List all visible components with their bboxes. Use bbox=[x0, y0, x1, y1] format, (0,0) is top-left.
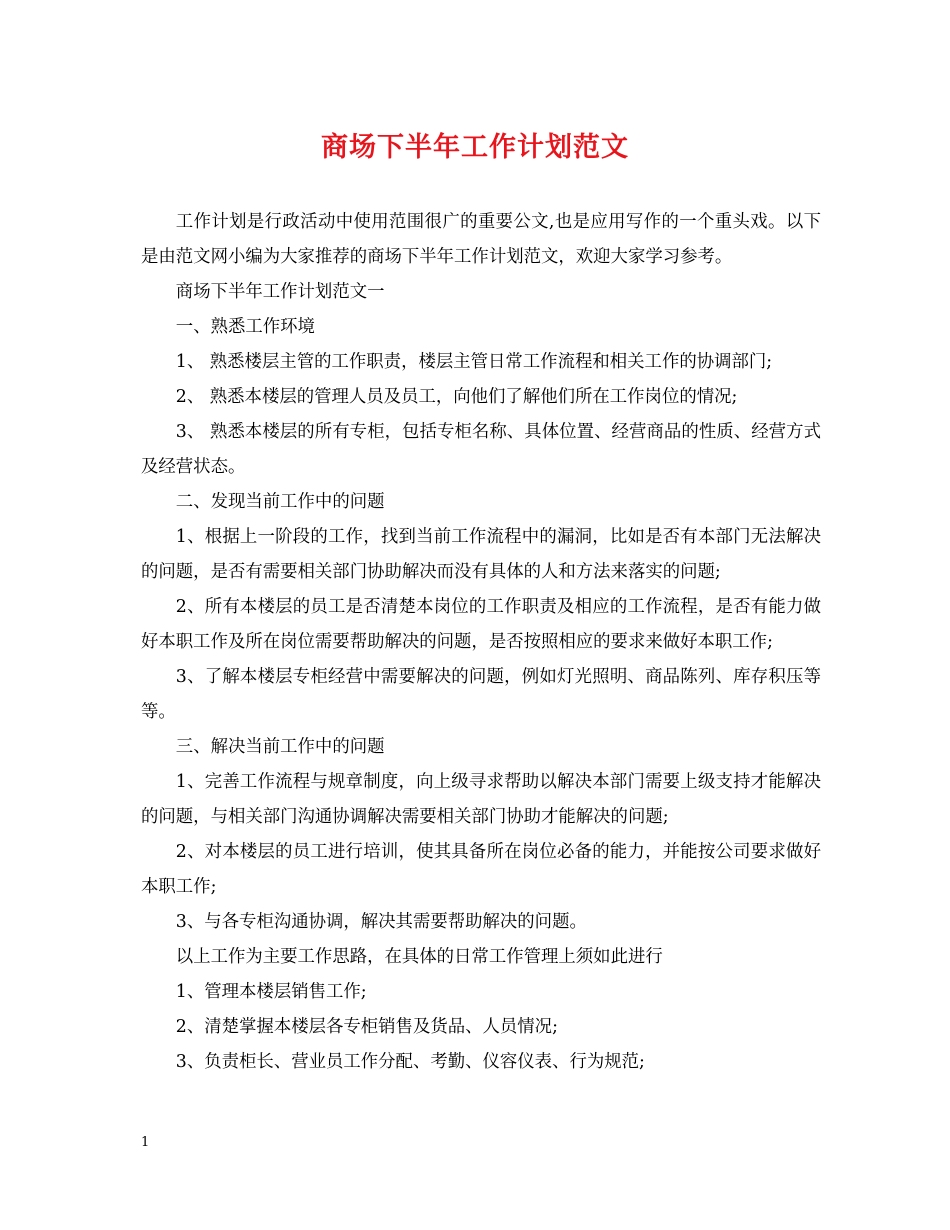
subsection-heading: 一、熟悉工作环境 bbox=[175, 317, 315, 337]
summary-paragraph: 以上工作为主要工作思路，在具体的日常工作管理上须如此进行 bbox=[175, 947, 663, 967]
intro-paragraph: 工作计划是行政活动中使用范围很广的重要公文,也是应用写作的一个重头戏。以下是由范文网小编为大家推荐的商场下半年工作计划范文，欢迎大家学习参考。 bbox=[141, 212, 821, 267]
list-item: 3、 熟悉本楼层的所有专柜，包括专柜名称、具体位置、经营商品的性质、经营方式及经营状态。 bbox=[141, 422, 821, 477]
list-item: 3、了解本楼层专柜经营中需要解决的问题，例如灯光照明、商品陈列、库存积压等等。 bbox=[141, 667, 821, 722]
page-number: 1 bbox=[141, 1135, 150, 1150]
list-item: 1、管理本楼层销售工作; bbox=[175, 982, 367, 1002]
list-item: 3、与各专柜沟通协调，解决其需要帮助解决的问题。 bbox=[175, 912, 587, 932]
document-body bbox=[141, 205, 821, 1080]
subsection-heading: 二、发现当前工作中的问题 bbox=[175, 492, 385, 512]
list-item: 3、负责柜长、营业员工作分配、考勤、仪容仪表、行为规范; bbox=[175, 1052, 645, 1072]
list-item: 1、完善工作流程与规章制度，向上级寻求帮助以解决本部门需要上级支持才能解决的问题，与相关部门沟通协调解决需要相关部门协助才能解决的问题; bbox=[141, 772, 821, 827]
document-title: 商场下半年工作计划范文 bbox=[321, 132, 629, 163]
list-item: 1、根据上一阶段的工作，找到当前工作流程中的漏洞，比如是否有本部门无法解决的问题，是否有需要相关部门协助解决而没有具体的人和方法来落实的问题; bbox=[141, 527, 821, 582]
list-item: 2、所有本楼层的员工是否清楚本岗位的工作职责及相应的工作流程，是否有能力做好本职工作及所在岗位需要帮助解决的问题，是否按照相应的要求来做好本职工作; bbox=[141, 597, 821, 652]
list-item: 1、 熟悉楼层主管的工作职责，楼层主管日常工作流程和相关工作的协调部门; bbox=[175, 352, 773, 372]
section-heading: 商场下半年工作计划范文一 bbox=[175, 282, 385, 302]
list-item: 2、对本楼层的员工进行培训，使其具备所在岗位必备的能力，并能按公司要求做好本职工作; bbox=[141, 842, 821, 897]
list-item: 2、 熟悉本楼层的管理人员及员工，向他们了解他们所在工作岗位的情况; bbox=[175, 387, 738, 407]
subsection-heading: 三、解决当前工作中的问题 bbox=[175, 737, 385, 757]
list-item: 2、清楚掌握本楼层各专柜销售及货品、人员情况; bbox=[175, 1017, 558, 1037]
